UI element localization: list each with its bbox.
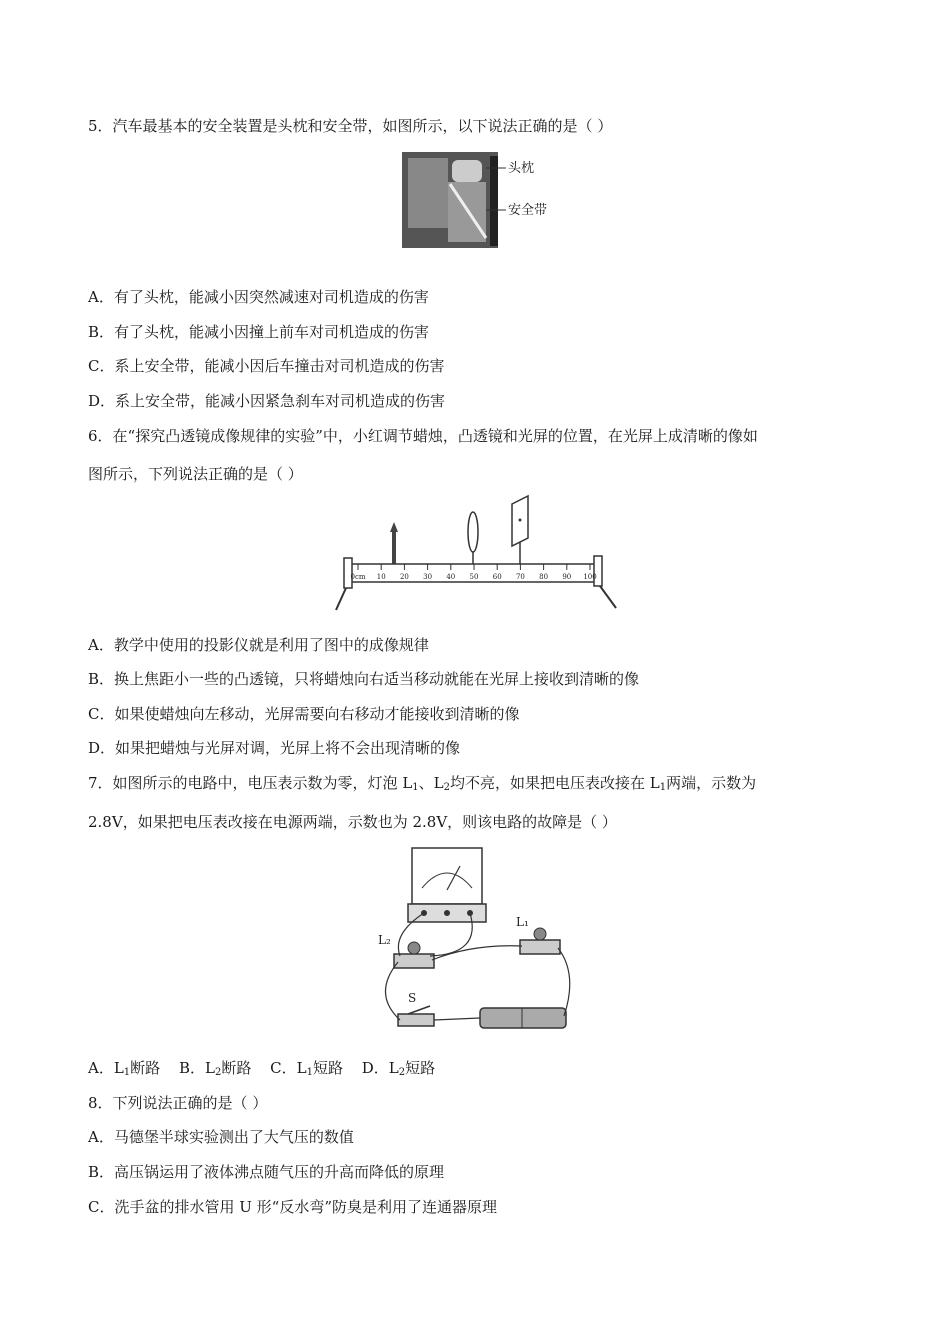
ruler-tick-label: 50 <box>469 573 479 581</box>
ruler-tick-label: 60 <box>492 573 502 581</box>
q7-options-row <box>88 1058 435 1083</box>
switch-shape <box>398 1014 434 1026</box>
q7-option-d[interactable]: D．$L_2$短路 <box>361 1059 436 1078</box>
convex-lens-shape <box>468 512 478 552</box>
car-seat-figure <box>398 148 550 252</box>
q6-stem-line1: 6．在“探究凸透镜成像规律的实验”中，小红调节蜡烛，凸透镜和光屏的位置，在光屏上成清晰的像如 <box>88 427 758 445</box>
voltmeter-shape <box>412 848 482 904</box>
seatbelt-label: 安全带 <box>508 203 548 218</box>
ruler-tick-label: 0cm <box>350 573 366 581</box>
lamp-l2-shape <box>394 954 434 968</box>
circuit-figure <box>372 844 578 1036</box>
q5-stem: 5．汽车最基本的安全装置是头枕和安全带，如图所示，以下说法正确的是（ ） <box>88 117 613 135</box>
q5-option-b[interactable]: B．有了头枕，能减小因撞上前车对司机造成的伤害 <box>88 323 430 341</box>
ruler-tick-label: 20 <box>399 573 409 581</box>
q7-option-c[interactable]: C．$L_1$短路 <box>270 1059 343 1078</box>
q5-option-a[interactable]: A．有了头枕，能减小因突然减速对司机造成的伤害 <box>88 288 429 306</box>
q8-stem: 8．下列说法正确的是（ ） <box>88 1094 268 1112</box>
q8-option-b[interactable]: B．高压锅运用了液体沸点随气压的升高而降低的原理 <box>88 1163 445 1181</box>
q8-option-c[interactable]: C．洗手盆的排水管用 U 形“反水弯”防臭是利用了连通器原理 <box>88 1198 497 1216</box>
q7-option-a[interactable]: A．$L_1$断路 <box>88 1059 161 1078</box>
battery-shape <box>480 1008 566 1028</box>
ruler-tick-label: 30 <box>423 573 433 581</box>
ruler-tick-label: 90 <box>562 573 572 581</box>
ruler-tick-label: 40 <box>446 573 456 581</box>
lamp-l1-label: L₁ <box>516 915 529 929</box>
switch-label: S <box>408 991 417 1005</box>
q7-stem-line2: 2.8V，如果把电压表改接在电源两端，示数也为 2.8V，则该电路的故障是（ ） <box>88 813 617 831</box>
q6-option-c[interactable]: C．如果使蜡烛向左移动，光屏需要向右移动才能接收到清晰的像 <box>88 705 520 723</box>
headrest-shape <box>452 160 482 182</box>
flame-shape <box>390 522 398 532</box>
q7-option-b[interactable]: B．$L_2$断路 <box>178 1059 252 1078</box>
q5-option-c[interactable]: C．系上安全带，能减小因后车撞击对司机造成的伤害 <box>88 357 445 375</box>
ruler-tick-label: 10 <box>376 573 386 581</box>
headrest-label: 头枕 <box>508 161 535 176</box>
ruler-tick-label: 70 <box>515 573 525 581</box>
q6-stem-line2: 图所示，下列说法正确的是（ ） <box>88 465 303 483</box>
ruler-tick-label: 80 <box>539 573 549 581</box>
q6-option-a[interactable]: A．教学中使用的投影仪就是利用了图中的成像规律 <box>88 636 429 654</box>
optical-bench-figure <box>332 492 622 616</box>
q5-option-d[interactable]: D．系上安全带，能减小因紧急刹车对司机造成的伤害 <box>88 392 446 410</box>
q8-option-a[interactable]: A．马德堡半球实验测出了大气压的数值 <box>88 1128 354 1146</box>
q6-option-b[interactable]: B．换上焦距小一些的凸透镜，只将蜡烛向右适当移动就能在光屏上接收到清晰的像 <box>88 670 640 688</box>
q7-stem-line1: 7．如图所示的电路中，电压表示数为零，灯泡 $L_1$、$L_2$均不亮，如果把电压表改接在 $L_1$两端，示数为 <box>88 774 757 793</box>
lamp-l1-shape <box>520 940 560 954</box>
ruler-tick-label: 100 <box>583 573 597 581</box>
lamp-l2-label: L₂ <box>378 933 391 947</box>
q6-option-d[interactable]: D．如果把蜡烛与光屏对调，光屏上将不会出现清晰的像 <box>88 739 461 757</box>
